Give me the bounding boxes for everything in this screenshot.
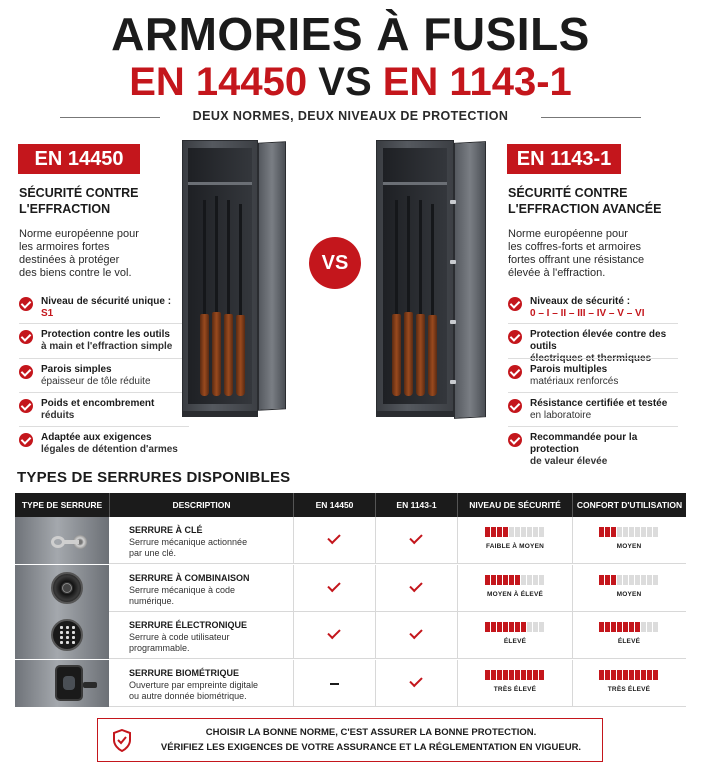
meter-segment [539,622,544,632]
meter-segment [647,670,652,680]
right-intro-line-2: les coffres-forts et armoires [508,241,642,253]
level-meter [485,670,545,680]
left-feature-subtitle: épaisseur de tôle réduite [41,376,151,387]
gun-safe-en14450-image [180,140,290,420]
left-standard-badge: EN 14450 [18,144,140,174]
left-feature-item [19,296,191,320]
meter-segment [527,575,532,585]
lock-type-description [129,680,289,702]
right-feature-subtitle: de valeur élevée [530,456,608,467]
footer-line-1: CHOISIR LA BONNE NORME, C'EST ASSURER LA BONNE PROTECTION. [205,727,537,738]
meter-segment [647,575,652,585]
col-header-description: DESCRIPTION [109,493,293,517]
meter-segment [533,575,538,585]
meter-segment [515,527,520,537]
meter-segment [611,575,616,585]
table-row [15,517,686,564]
left-feature-title: Poids et encombrement [41,398,155,409]
meter-segment [605,527,610,537]
cell-divider [457,612,458,659]
description-line: programmable. [129,643,190,653]
cell-divider [572,565,573,612]
right-intro-line-4: élevée à l'effraction. [508,267,606,279]
left-feature-subtitle: S1 [41,308,54,319]
level-meter [599,527,659,537]
meter-segment [491,670,496,680]
table-row [15,612,686,659]
meter-segment [635,527,640,537]
security-level-label: ÉLEVÉ [503,638,527,645]
meter-segment [599,622,604,632]
left-feature-title: Adaptée aux exigences [41,432,152,443]
meter-segment [605,670,610,680]
meter-segment [491,527,496,537]
right-heading [508,185,661,217]
meter-segment [647,527,652,537]
right-feature-item [508,296,680,320]
feature-divider [19,323,189,324]
right-feature-item [508,432,680,468]
description-line: Ouverture par empreinte digitale [129,679,259,690]
table-header [15,493,686,517]
cell-divider [293,517,294,564]
meter-segment [527,670,532,680]
meter-segment [539,575,544,585]
meter-segment [605,622,610,632]
meter-segment [641,527,646,537]
security-level-label: FAIBLE À MOYEN [485,543,545,550]
meter-segment [485,527,490,537]
comfort-level-label: MOYEN [616,543,642,550]
lock-type-name: SERRURE ÉLECTRONIQUE [129,620,248,630]
left-feature-title: Protection contre les outils [41,329,170,340]
meter-segment [521,622,526,632]
level-meter [599,622,659,632]
meter-segment [629,622,634,632]
cell-divider [457,517,458,564]
meter-segment [641,622,646,632]
shield-check-icon [112,729,132,752]
security-level-label: MOYEN À ÉLEVÉ [486,590,544,598]
lock-type-name: SERRURE BIOMÉTRIQUE [129,667,240,678]
meter-segment [653,622,658,632]
right-feature-title: Protection élevée contre des outils [530,329,667,352]
meter-segment [503,575,508,585]
right-standard-badge: EN 1143-1 [507,144,621,174]
meter-segment [599,527,604,537]
right-feature-title: Parois multiples [530,364,608,375]
title-standard-b: EN 1143-1 [382,60,572,104]
right-feature-subtitle: en laboratoire [530,410,592,421]
comparison-title [0,58,701,106]
meter-segment [515,622,520,632]
col-header-en14450: EN 14450 [293,493,375,517]
check-circle-icon [19,330,33,344]
lock-type-description [129,585,289,607]
meter-segment [629,575,634,585]
col-header-en1143: EN 1143-1 [375,493,457,517]
left-feature-subtitle: réduits [41,410,75,421]
meter-segment [629,670,634,680]
meter-segment [491,575,496,585]
table-row [15,565,686,612]
check-mark-icon [409,578,422,591]
title-vs: VS [318,60,372,104]
left-intro-line-2: les armoires fortes [19,241,110,253]
left-intro [19,228,139,280]
check-circle-icon [19,297,33,311]
meter-segment [623,575,628,585]
cell-divider [375,612,376,659]
meter-segment [497,670,502,680]
meter-segment [599,670,604,680]
check-mark-icon [409,626,422,639]
meter-segment [503,527,508,537]
check-circle-icon [19,433,33,447]
cell-divider [375,565,376,612]
right-intro [508,228,644,280]
meter-segment [527,622,532,632]
left-feature-item [19,364,191,388]
description-line: Serrure mécanique à code [129,584,236,595]
meter-segment [635,622,640,632]
cell-divider [375,517,376,564]
combination-dial-icon [15,565,109,612]
meter-segment [485,622,490,632]
meter-segment [503,622,508,632]
meter-segment [635,575,640,585]
meter-segment [653,527,658,537]
description-line: ou autre donnée biométrique. [129,690,247,701]
title-standard-a: EN 14450 [129,60,308,104]
left-feature-item [19,329,191,353]
meter-segment [641,670,646,680]
right-feature-title: Recommandée pour la protection [530,432,638,455]
right-feature-subtitle: matériaux renforcés [530,376,619,387]
meter-segment [617,527,622,537]
lock-type-description [129,537,289,559]
meter-segment [599,575,604,585]
meter-segment [617,575,622,585]
level-meter [485,527,545,537]
meter-segment [497,575,502,585]
meter-segment [491,622,496,632]
meter-segment [635,670,640,680]
meter-segment [623,670,628,680]
meter-segment [509,575,514,585]
left-heading-line-1: SÉCURITÉ CONTRE [19,186,139,200]
meter-segment [533,622,538,632]
meter-segment [485,670,490,680]
col-header-security: NIVEAU DE SÉCURITÉ [457,493,572,517]
dash-icon [330,683,339,685]
meter-segment [623,622,628,632]
feature-divider [508,323,678,324]
left-intro-line-4: des biens contre le vol. [19,267,132,279]
right-feature-subtitle: 0 – I – II – III – IV – V – VI [530,308,645,319]
table-row [15,660,686,707]
cell-divider [572,517,573,564]
level-meter [599,575,659,585]
meter-segment [509,527,514,537]
left-feature-title: Niveau de sécurité unique : [41,296,172,307]
check-circle-icon [19,399,33,413]
description-line: par une clé. [129,548,177,558]
right-feature-title: Résistance certifiée et testée [530,398,668,409]
meter-segment [497,622,502,632]
lock-type-description [129,632,289,654]
feature-divider [19,426,189,427]
check-circle-icon [508,433,522,447]
col-header-type: TYPE DE SERRURE [21,500,103,510]
description-line: Serrure mécanique actionnée [129,537,248,547]
left-feature-subtitle: légales de détention d'armes [41,444,178,455]
meter-segment [521,527,526,537]
meter-segment [533,670,538,680]
check-circle-icon [508,297,522,311]
vs-badge: VS [309,237,361,289]
footer-line-2: VÉRIFIEZ LES EXIGENCES DE VOTRE ASSURANCE ET LA RÉGLEMENTATION EN VIGUEUR. [160,742,582,753]
comfort-level-label: MOYEN [616,590,642,598]
meter-segment [527,527,532,537]
meter-segment [503,670,508,680]
left-feature-item [19,432,191,456]
cell-divider [457,565,458,612]
meter-segment [617,670,622,680]
meter-segment [509,670,514,680]
level-meter [485,622,545,632]
comfort-level-label: TRÈS ÉLEVÉ [607,685,651,693]
locks-section-title: TYPES DE SERRURES DISPONIBLES [17,469,291,486]
feature-divider [19,392,189,393]
meter-segment [515,670,520,680]
left-feature-subtitle: à main et l'effraction simple [41,341,173,352]
cell-divider [375,660,376,707]
key-lock-icon [15,517,109,564]
check-circle-icon [508,330,522,344]
cell-divider [293,565,294,612]
feature-divider [19,358,189,359]
right-feature-item [508,398,680,422]
cell-divider [293,660,294,707]
meter-segment [497,527,502,537]
main-title: ARMORIES À FUSILS [111,8,590,60]
footer-notice [97,718,603,762]
comfort-level-label: ÉLEVÉ [617,638,641,645]
left-intro-line-1: Norme européenne pour [19,228,139,240]
meter-segment [617,622,622,632]
fingerprint-reader-icon [15,660,109,707]
meter-segment [647,622,652,632]
meter-segment [521,670,526,680]
divider-left [60,117,160,118]
cell-divider [572,660,573,707]
meter-segment [515,575,520,585]
cell-divider [293,612,294,659]
description-line: Serrure à code utilisateur [129,632,230,642]
meter-segment [611,670,616,680]
meter-segment [539,527,544,537]
right-heading-line-2: L'EFFRACTION AVANCÉE [508,202,662,216]
check-circle-icon [508,399,522,413]
left-intro-line-3: destinées à protéger [19,254,120,266]
feature-divider [508,392,678,393]
right-intro-line-3: fortes offrant une résistance [508,254,645,266]
left-heading [19,185,138,217]
divider-right [541,117,641,118]
meter-segment [611,527,616,537]
meter-segment [605,575,610,585]
lock-type-name: SERRURE À COMBINAISON [129,572,250,583]
subtitle: DEUX NORMES, DEUX NIVEAUX DE PROTECTION [192,109,509,123]
meter-segment [533,527,538,537]
left-heading-line-2: L'EFFRACTION [19,202,111,216]
right-intro-line-1: Norme européenne pour [508,228,628,240]
meter-segment [539,670,544,680]
description-line: numérique. [129,595,175,606]
meter-segment [653,575,658,585]
check-mark-icon [409,531,422,544]
right-heading-line-1: SÉCURITÉ CONTRE [508,186,628,200]
check-mark-icon [327,531,340,544]
level-meter [599,670,659,680]
check-mark-icon [327,626,340,639]
lock-type-name: SERRURE À CLÉ [129,525,203,535]
gun-safe-en1143-image [374,140,490,424]
meter-segment [623,527,628,537]
right-feature-item [508,364,680,388]
meter-segment [485,575,490,585]
meter-segment [641,575,646,585]
feature-divider [508,358,678,359]
right-feature-item [508,329,680,365]
col-header-comfort: CONFORT D'UTILISATION [572,493,686,517]
meter-segment [611,622,616,632]
meter-segment [629,527,634,537]
feature-divider [508,426,678,427]
level-meter [485,575,545,585]
meter-segment [509,622,514,632]
cell-divider [572,612,573,659]
subtitle-row [60,106,641,128]
electronic-keypad-icon [15,612,109,659]
check-mark-icon [327,578,340,591]
meter-segment [521,575,526,585]
check-circle-icon [508,365,522,379]
left-feature-title: Parois simples [41,364,112,375]
security-level-label: TRÈS ÉLEVÉ [493,685,537,693]
left-feature-item [19,398,191,422]
meter-segment [653,670,658,680]
cell-divider [457,660,458,707]
check-mark-icon [409,673,422,686]
right-feature-title: Niveaux de sécurité : [530,296,631,307]
check-circle-icon [19,365,33,379]
